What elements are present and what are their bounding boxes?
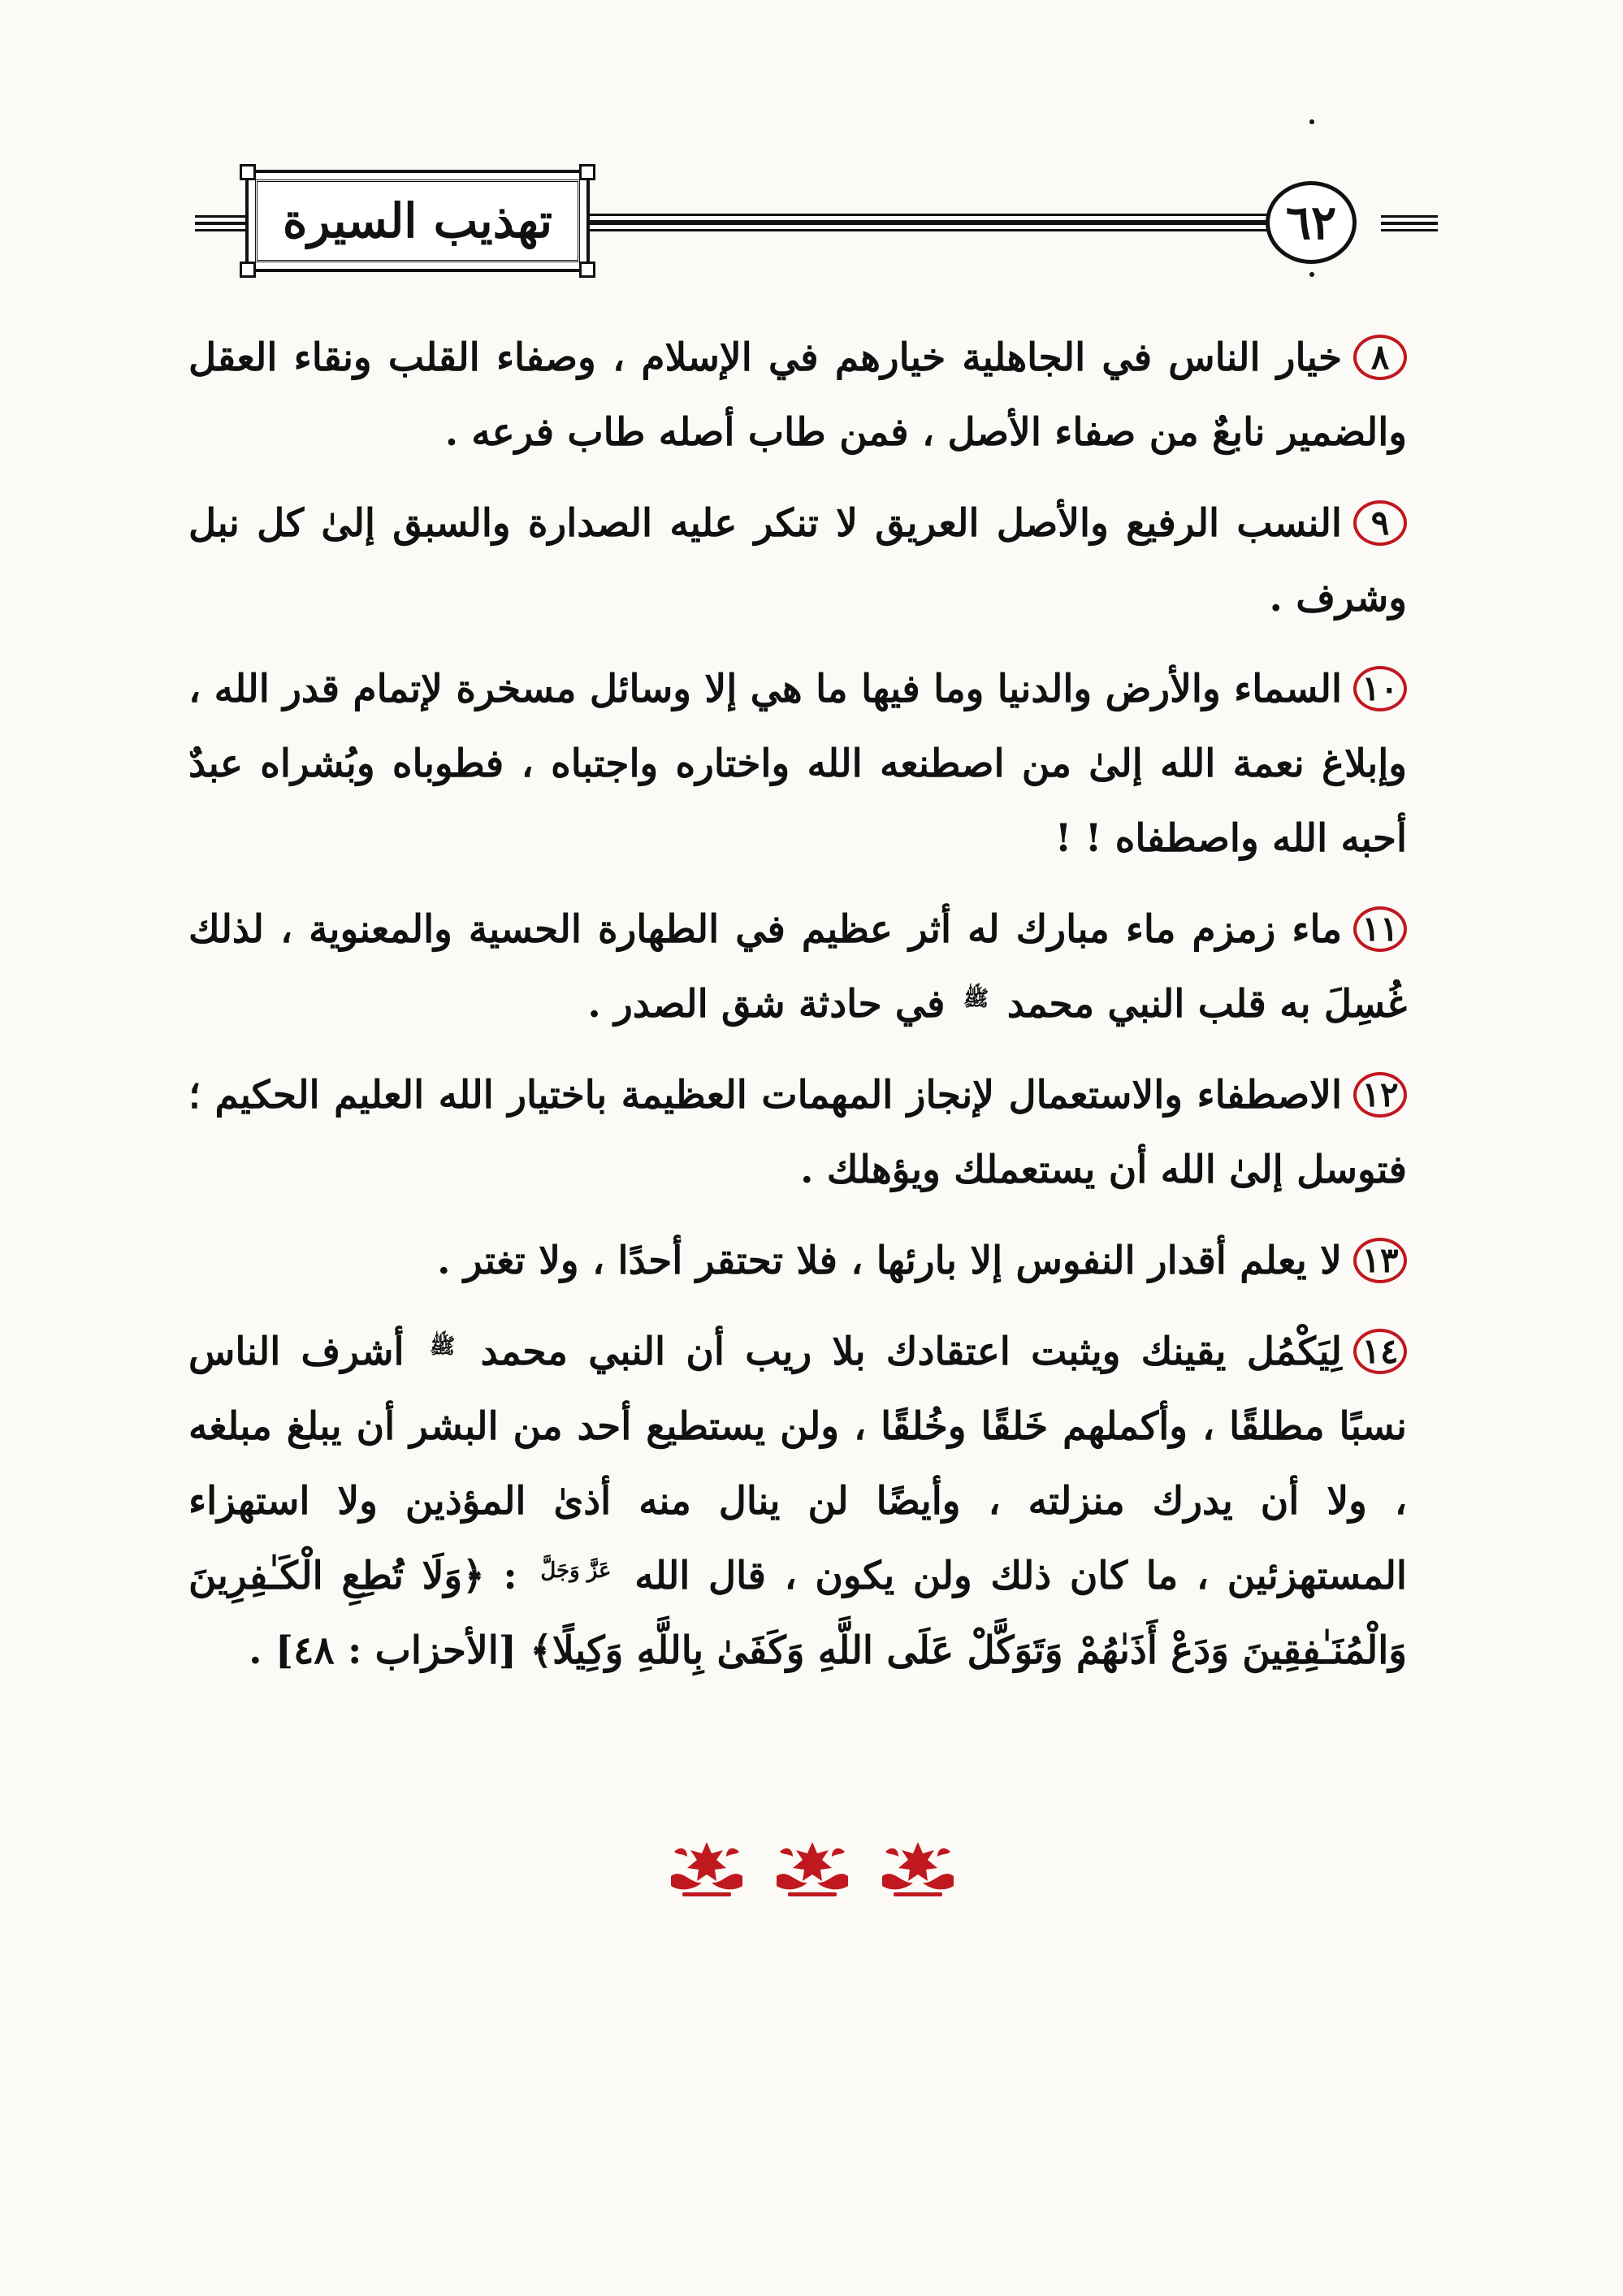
paragraph-12 bbox=[188, 1058, 1407, 1208]
book-title: تهذيب السيرة bbox=[282, 193, 553, 249]
paragraph-text: الاصطفاء والاستعمال لإنجاز المهمات العظيمة باختيار الله العليم الحكيم ؛ فتوسل إلىٰ الله أن يستعملك ويؤهلك . bbox=[188, 1073, 1407, 1192]
item-number: ٨ bbox=[1353, 335, 1407, 380]
quran-verse: ﴿وَلَا تُطِعِ الْكَـٰفِرِينَ وَالْمُنَـٰفِقِينَ وَدَعْ أَذَىٰهُمْ وَتَوَكَّلْ عَلَى اللَّهِ وَكَفَىٰ بِاللَّهِ وَكِيلًا﴾ bbox=[188, 1554, 1407, 1673]
item-number: ١٤ bbox=[1353, 1329, 1407, 1374]
item-number: ٩ bbox=[1353, 500, 1407, 546]
header-rule-left bbox=[195, 215, 252, 231]
paragraph-text: السماء والأرض والدنيا وما فيها ما هي إلا وسائل مسخرة لإتمام قدر الله ، وإبلاغ نعمة الله إلىٰ من اصطنعه الله واختاره واجتباه ، فطوباه وبُشراه عبدٌ أحبه الله واصطفاه ! ! bbox=[188, 667, 1407, 861]
paragraph-text: لِيَكْمُل يقينك ويثبت اعتقادك بلا ريب أن النبي محمد bbox=[480, 1330, 1342, 1374]
paragraph-14 bbox=[188, 1315, 1407, 1688]
paragraph-text-mid: أشرف الناس نسبًا مطلقًا ، وأكملهم خَلقًا وخُلقًا ، ولن يستطيع أحد من البشر أن يبلغ مبلغه ، ولا أن يدرك منزلته ، وأيضًا لن ينال منه أذىٰ المؤذين ولا استهزاء المستهزئين ، ما كان ذلك ولن يكون ، قال الله bbox=[188, 1330, 1407, 1598]
item-number: ١٢ bbox=[1353, 1072, 1407, 1118]
section-end-ornaments bbox=[666, 1831, 959, 1905]
badge-dot-bottom bbox=[1309, 272, 1314, 277]
floral-ornament-icon bbox=[877, 1836, 959, 1900]
honorific-seal: ﷺ bbox=[963, 987, 989, 1011]
paragraph-text-after: في حادثة شق الصدر . bbox=[587, 982, 946, 1027]
honorific-azza-wajal: عَزَّ وَجَلَّ bbox=[540, 1559, 612, 1583]
paragraph-text: النسب الرفيع والأصل العريق لا تنكر عليه الصدارة والسبق إلىٰ كل نبل وشرف . bbox=[188, 501, 1407, 620]
item-number: ١٣ bbox=[1353, 1238, 1407, 1283]
paragraph-10 bbox=[188, 652, 1407, 876]
header-rule-right bbox=[1381, 215, 1438, 231]
paragraph-text: ماء زمزم ماء مبارك له أثر عظيم في الطهارة الحسية والمعنوية ، لذلك غُسِلَ به قلب النبي محمد bbox=[188, 907, 1407, 1027]
page-header bbox=[195, 166, 1438, 280]
badge-dot-top bbox=[1309, 119, 1314, 124]
colon: : bbox=[484, 1554, 536, 1598]
item-number: ١٠ bbox=[1353, 666, 1407, 711]
paragraph-text: لا يعلم أقدار النفوس إلا بارئها ، فلا تحتقر أحدًا ، ولا تغتر . bbox=[437, 1239, 1342, 1283]
paragraph-8 bbox=[188, 321, 1407, 470]
page-number-badge bbox=[1266, 181, 1357, 264]
page-number: ٦٢ bbox=[1285, 195, 1337, 250]
paragraph-13 bbox=[188, 1224, 1407, 1299]
floral-ornament-icon bbox=[772, 1836, 853, 1900]
paragraph-11 bbox=[188, 893, 1407, 1042]
verse-citation: [الأحزاب : ٤٨] . bbox=[249, 1628, 517, 1673]
book-title-frame bbox=[245, 170, 590, 272]
honorific-seal: ﷺ bbox=[429, 1334, 456, 1359]
item-number: ١١ bbox=[1353, 906, 1407, 952]
paragraph-9 bbox=[188, 486, 1407, 636]
paragraph-text: خيار الناس في الجاهلية خيارهم في الإسلام ، وصفاء القلب ونقاء العقل والضمير نابعٌ من صفاء الأصل ، فمن طاب أصله طاب فرعه . bbox=[188, 335, 1407, 455]
floral-ornament-icon bbox=[666, 1836, 747, 1900]
page-body bbox=[188, 321, 1407, 1705]
